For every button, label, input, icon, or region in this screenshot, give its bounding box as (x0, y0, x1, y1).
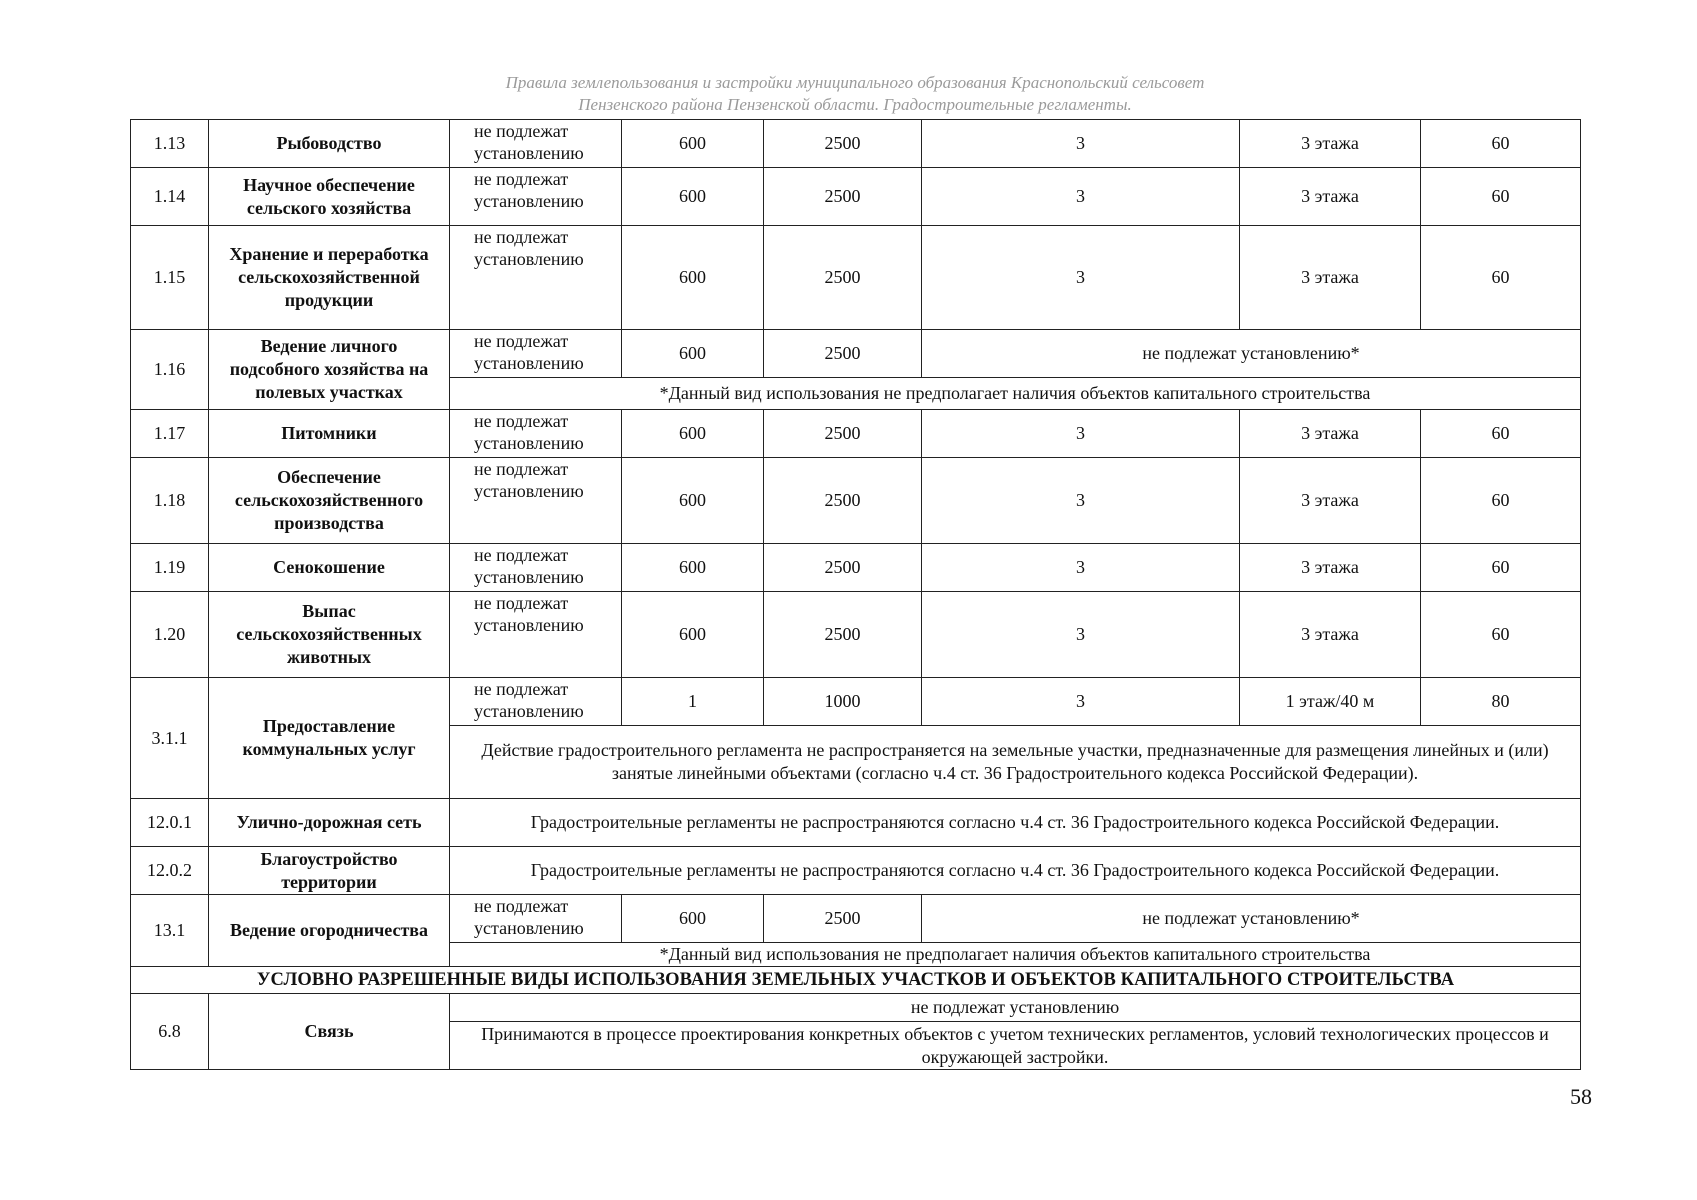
row-name: Обеспечение сельскохозяйственного производства (209, 458, 450, 544)
row-code: 3.1.1 (131, 678, 209, 799)
row-code: 12.0.2 (131, 847, 209, 895)
table-row (131, 994, 1581, 1022)
row-value-6: 60 (1421, 168, 1581, 226)
row-value-6: 60 (1421, 458, 1581, 544)
row-name: Связь (209, 994, 450, 1070)
table-row (131, 895, 1581, 943)
table-row (131, 120, 1581, 168)
row-value-5: 3 этажа (1240, 544, 1421, 592)
row-name: Выпас сельскохозяйственных животных (209, 592, 450, 678)
row-value-2: 600 (622, 168, 764, 226)
row-code: 12.0.1 (131, 799, 209, 847)
row-code: 13.1 (131, 895, 209, 967)
row-value-5: 3 этажа (1240, 592, 1421, 678)
row-value-1: не подлежат установлению (450, 458, 622, 544)
table-row (131, 678, 1581, 726)
table-row (131, 226, 1581, 330)
row-note: *Данный вид использования не предполагает наличия объектов капитального строительства (450, 943, 1581, 967)
row-code: 1.19 (131, 544, 209, 592)
row-value-3: 2500 (764, 226, 922, 330)
row-value-2: 600 (622, 120, 764, 168)
row-value-6: 60 (1421, 226, 1581, 330)
row-code: 1.13 (131, 120, 209, 168)
row-value-5: 3 этажа (1240, 410, 1421, 458)
row-value-4: 3 (922, 226, 1240, 330)
row-name: Ведение огородничества (209, 895, 450, 967)
row-value-4: 3 (922, 592, 1240, 678)
row-note: Градостроительные регламенты не распространяются согласно ч.4 ст. 36 Градостроительного кодекса Российской Федерации. (450, 799, 1581, 847)
row-value-4: 3 (922, 458, 1240, 544)
row-value-2: 600 (622, 330, 764, 378)
row-name: Благоустройство территории (209, 847, 450, 895)
row-name: Улично-дорожная сеть (209, 799, 450, 847)
row-value-3: 2500 (764, 120, 922, 168)
row-name: Предоставление коммунальных услуг (209, 678, 450, 799)
table-row (131, 168, 1581, 226)
row-value-6: 60 (1421, 120, 1581, 168)
table-row (131, 330, 1581, 378)
table-row (131, 458, 1581, 544)
row-value-1: не подлежат установлению (450, 410, 622, 458)
row-value-1: не подлежат установлению (450, 168, 622, 226)
row-note: Принимаются в процессе проектирования конкретных объектов с учетом технических регламентов, условий технологических процессов и окружающей застройки. (450, 1022, 1581, 1070)
row-merged-value: не подлежат установлению* (922, 895, 1581, 943)
row-value-1: не подлежат установлению (450, 544, 622, 592)
row-value-5: 3 этажа (1240, 168, 1421, 226)
row-code: 1.18 (131, 458, 209, 544)
row-code: 1.17 (131, 410, 209, 458)
row-value-2: 1 (622, 678, 764, 726)
row-name: Ведение личного подсобного хозяйства на полевых участках (209, 330, 450, 410)
row-value-2: 600 (622, 895, 764, 943)
row-code: 1.14 (131, 168, 209, 226)
row-value-4: 3 (922, 678, 1240, 726)
row-value-2: 600 (622, 544, 764, 592)
row-code: 1.20 (131, 592, 209, 678)
section-header-row (131, 967, 1581, 994)
header-line-2: Пензенского района Пензенской области. Градостроительные регламенты. (578, 95, 1132, 114)
row-value-1: не подлежат установлению (450, 895, 622, 943)
row-value-3: 1000 (764, 678, 922, 726)
table-row (131, 847, 1581, 895)
row-name: Рыбоводство (209, 120, 450, 168)
row-value-3: 2500 (764, 330, 922, 378)
header-line-1: Правила землепользования и застройки муниципального образования Краснопольский сельсовет (505, 73, 1205, 92)
row-value-4: 3 (922, 410, 1240, 458)
row-name: Хранение и переработка сельскохозяйственной продукции (209, 226, 450, 330)
row-value-5: 3 этажа (1240, 120, 1421, 168)
row-note: Градостроительные регламенты не распространяются согласно ч.4 ст. 36 Градостроительного кодекса Российской Федерации. (450, 847, 1581, 895)
row-value-1: не подлежат установлению (450, 120, 622, 168)
row-value-2: 600 (622, 226, 764, 330)
table-row (131, 544, 1581, 592)
row-value-3: 2500 (764, 895, 922, 943)
row-value-1: не подлежат установлению (450, 330, 622, 378)
row-code: 1.16 (131, 330, 209, 410)
row-value-1: не подлежат установлению (450, 592, 622, 678)
row-name: Питомники (209, 410, 450, 458)
page-number: 58 (1570, 1084, 1592, 1109)
row-value-2: 600 (622, 458, 764, 544)
row-value-4: 3 (922, 544, 1240, 592)
section-header: УСЛОВНО РАЗРЕШЕННЫЕ ВИДЫ ИСПОЛЬЗОВАНИЯ ЗЕМЕЛЬНЫХ УЧАСТКОВ И ОБЪЕКТОВ КАПИТАЛЬНОГО СТРОИТЕЛЬСТВА (131, 967, 1581, 994)
row-value-1: не подлежат установлению (450, 226, 622, 330)
row-value-3: 2500 (764, 592, 922, 678)
row-value-5: 1 этаж/40 м (1240, 678, 1421, 726)
table-row (131, 410, 1581, 458)
row-merged-value: не подлежат установлению (450, 994, 1581, 1022)
row-note: Действие градостроительного регламента не распространяется на земельные участки, предназначенные для размещения линейных и (или) занятые линейными объектами (согласно ч.4 ст. 36 Градостроительного кодекса Российской Федерации). (450, 726, 1581, 799)
row-value-1: не подлежат установлению (450, 678, 622, 726)
row-code: 6.8 (131, 994, 209, 1070)
row-value-6: 80 (1421, 678, 1581, 726)
row-value-2: 600 (622, 592, 764, 678)
row-value-6: 60 (1421, 592, 1581, 678)
regulations-table (130, 119, 1581, 1070)
row-value-3: 2500 (764, 410, 922, 458)
row-value-4: 3 (922, 120, 1240, 168)
row-value-3: 2500 (764, 458, 922, 544)
document-header (130, 72, 1580, 116)
row-code: 1.15 (131, 226, 209, 330)
row-value-3: 2500 (764, 544, 922, 592)
table-row (131, 799, 1581, 847)
row-value-2: 600 (622, 410, 764, 458)
row-name: Сенокошение (209, 544, 450, 592)
row-value-6: 60 (1421, 410, 1581, 458)
row-value-3: 2500 (764, 168, 922, 226)
row-name: Научное обеспечение сельского хозяйства (209, 168, 450, 226)
row-note: *Данный вид использования не предполагает наличия объектов капитального строительства (450, 378, 1581, 410)
row-merged-value: не подлежат установлению* (922, 330, 1581, 378)
row-value-5: 3 этажа (1240, 226, 1421, 330)
row-value-6: 60 (1421, 544, 1581, 592)
row-value-5: 3 этажа (1240, 458, 1421, 544)
row-value-4: 3 (922, 168, 1240, 226)
table-row (131, 592, 1581, 678)
